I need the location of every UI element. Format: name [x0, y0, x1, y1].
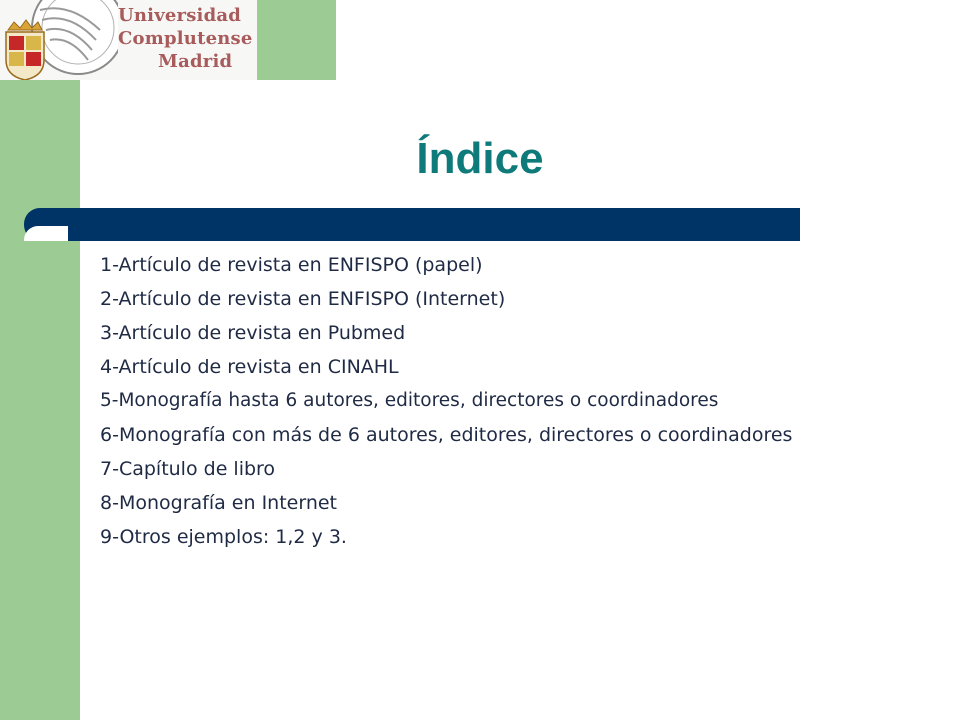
- logo-line-madrid: Madrid: [158, 51, 233, 72]
- list-item: 4-Artículo de revista en CINAHL: [100, 356, 399, 378]
- list-item: 9-Otros ejemplos: 1,2 y 3.: [100, 526, 347, 548]
- list-item: 8-Monografía en Internet: [100, 492, 338, 514]
- list-item: 3-Artículo de revista en Pubmed: [100, 322, 406, 344]
- title-underline-bar: [24, 208, 800, 241]
- left-green-band: [0, 0, 80, 720]
- list-item: 6-Monografía con más de 6 autores, editores, directores o coordinadores: [100, 424, 793, 446]
- list-item: 2-Artículo de revista en ENFISPO (Internet): [100, 288, 506, 310]
- bar-notch: [24, 226, 68, 241]
- logo-line-complutense: Complutense: [118, 28, 253, 49]
- list-item: 7-Capítulo de libro: [100, 458, 276, 480]
- list-item: 5-Monografía hasta 6 autores, editores, directores o coordinadores: [100, 390, 719, 411]
- university-seal-icon: [0, 0, 118, 80]
- logo-wordmark: [118, 4, 257, 73]
- index-list: [100, 254, 860, 560]
- list-item: 1-Artículo de revista en ENFISPO (papel): [100, 254, 483, 276]
- university-logo: [0, 0, 257, 80]
- slide-title: Índice: [416, 134, 544, 183]
- logo-line-universidad: Universidad: [118, 5, 242, 26]
